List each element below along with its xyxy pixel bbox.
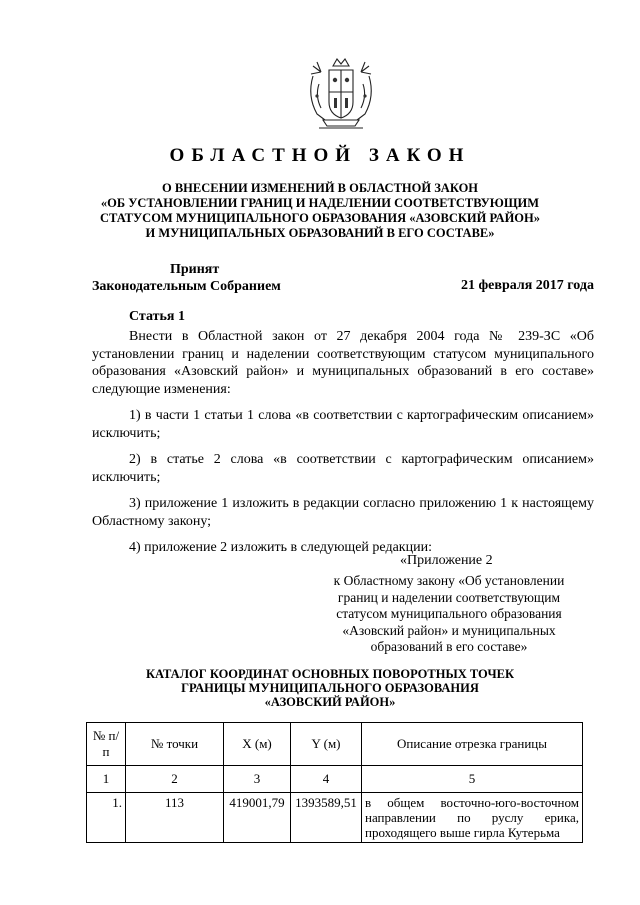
table-header-row: [87, 723, 583, 766]
header-cell: № точки: [126, 723, 224, 766]
appendix-ref-line: «Азовский район» и муниципальных: [342, 622, 556, 638]
adopted-by: Законодательным Собранием: [92, 279, 281, 294]
column-number-cell: 2: [126, 766, 224, 793]
adoption-date: 21 февраля 2017 года: [461, 278, 594, 293]
rostov-region-coat-of-arms-icon: [299, 56, 383, 136]
column-number-cell: 4: [291, 766, 362, 793]
paragraph: Внести в Областной закон от 27 декабря 2004 года № 239-ЗС «Об установлении границ и наделении соответствующим статусом муниципального образования «Азовский район» и муниципальных образований в его составе» следующие изменения:: [92, 329, 594, 397]
article-heading: Статья 1: [129, 309, 185, 324]
catalog-title: [80, 667, 580, 709]
subtitle-line: СТАТУСОМ МУНИЦИПАЛЬНОГО ОБРАЗОВАНИЯ «АЗОВСКИЙ РАЙОН»: [100, 211, 540, 225]
paragraph: 1) в части 1 статьи 1 слова «в соответствии с картографическим описанием» исключить;: [92, 408, 594, 441]
header-cell: № п/п: [87, 723, 126, 766]
paragraph: 2) в статье 2 слова «в соответствии с картографическим описанием» исключить;: [92, 452, 594, 485]
header-cell: X (м): [224, 723, 291, 766]
header-cell: Описание отрезка границы: [362, 723, 583, 766]
appendix-ref-line: образований в его составе»: [370, 639, 528, 654]
column-number-cell: 1: [87, 766, 126, 793]
subtitle-line: «ОБ УСТАНОВЛЕНИИ ГРАНИЦ И НАДЕЛЕНИИ СООТВЕТСТВУЮЩИМ: [100, 196, 540, 210]
appendix-ref-line: статусом муниципального образования: [336, 606, 562, 621]
column-number-cell: 5: [362, 766, 583, 793]
paragraph: 4) приложение 2 изложить в следующей редакции:: [129, 540, 432, 555]
law-title: ОБЛАСТНОЙ ЗАКОН: [169, 145, 471, 166]
law-subtitle: [60, 181, 580, 241]
appendix-ref-line: к Областному закону «Об установлении: [333, 573, 565, 588]
appendix-heading: «Приложение 2: [400, 553, 493, 568]
table-row: [87, 793, 583, 843]
table-cell: 1.: [87, 793, 126, 843]
table-cell: 1393589,51: [291, 793, 362, 843]
catalog-title-line: «АЗОВСКИЙ РАЙОН»: [264, 695, 396, 709]
catalog-title-line: ГРАНИЦЫ МУНИЦИПАЛЬНОГО ОБРАЗОВАНИЯ: [181, 681, 479, 695]
adoption-info: [92, 261, 281, 295]
table-cell: 419001,79: [224, 793, 291, 843]
header-cell: Y (м): [291, 723, 362, 766]
subtitle-line: И МУНИЦИПАЛЬНЫХ ОБРАЗОВАНИЙ В ЕГО СОСТАВЕ»: [145, 226, 495, 240]
table-cell: в общем восточно-юго-восточном направлении по руслу ерика, проходящего выше гирла Кутерьма: [362, 793, 583, 843]
column-number-row: [87, 766, 583, 793]
adopted-label: Принят: [170, 262, 220, 277]
appendix-reference: [300, 573, 598, 656]
subtitle-line: О ВНЕСЕНИИ ИЗМЕНЕНИЙ В ОБЛАСТНОЙ ЗАКОН: [161, 181, 479, 195]
paragraph: 3) приложение 1 изложить в редакции согласно приложению 1 к настоящему Областному закону;: [92, 496, 594, 529]
article-body: [92, 328, 594, 566]
catalog-title-line: КАТАЛОГ КООРДИНАТ ОСНОВНЫХ ПОВОРОТНЫХ ТОЧЕК: [145, 667, 515, 681]
table-cell: 113: [126, 793, 224, 843]
coordinates-table: [86, 722, 583, 843]
appendix-ref-line: границ и наделении соответствующим: [337, 589, 561, 605]
column-number-cell: 3: [224, 766, 291, 793]
